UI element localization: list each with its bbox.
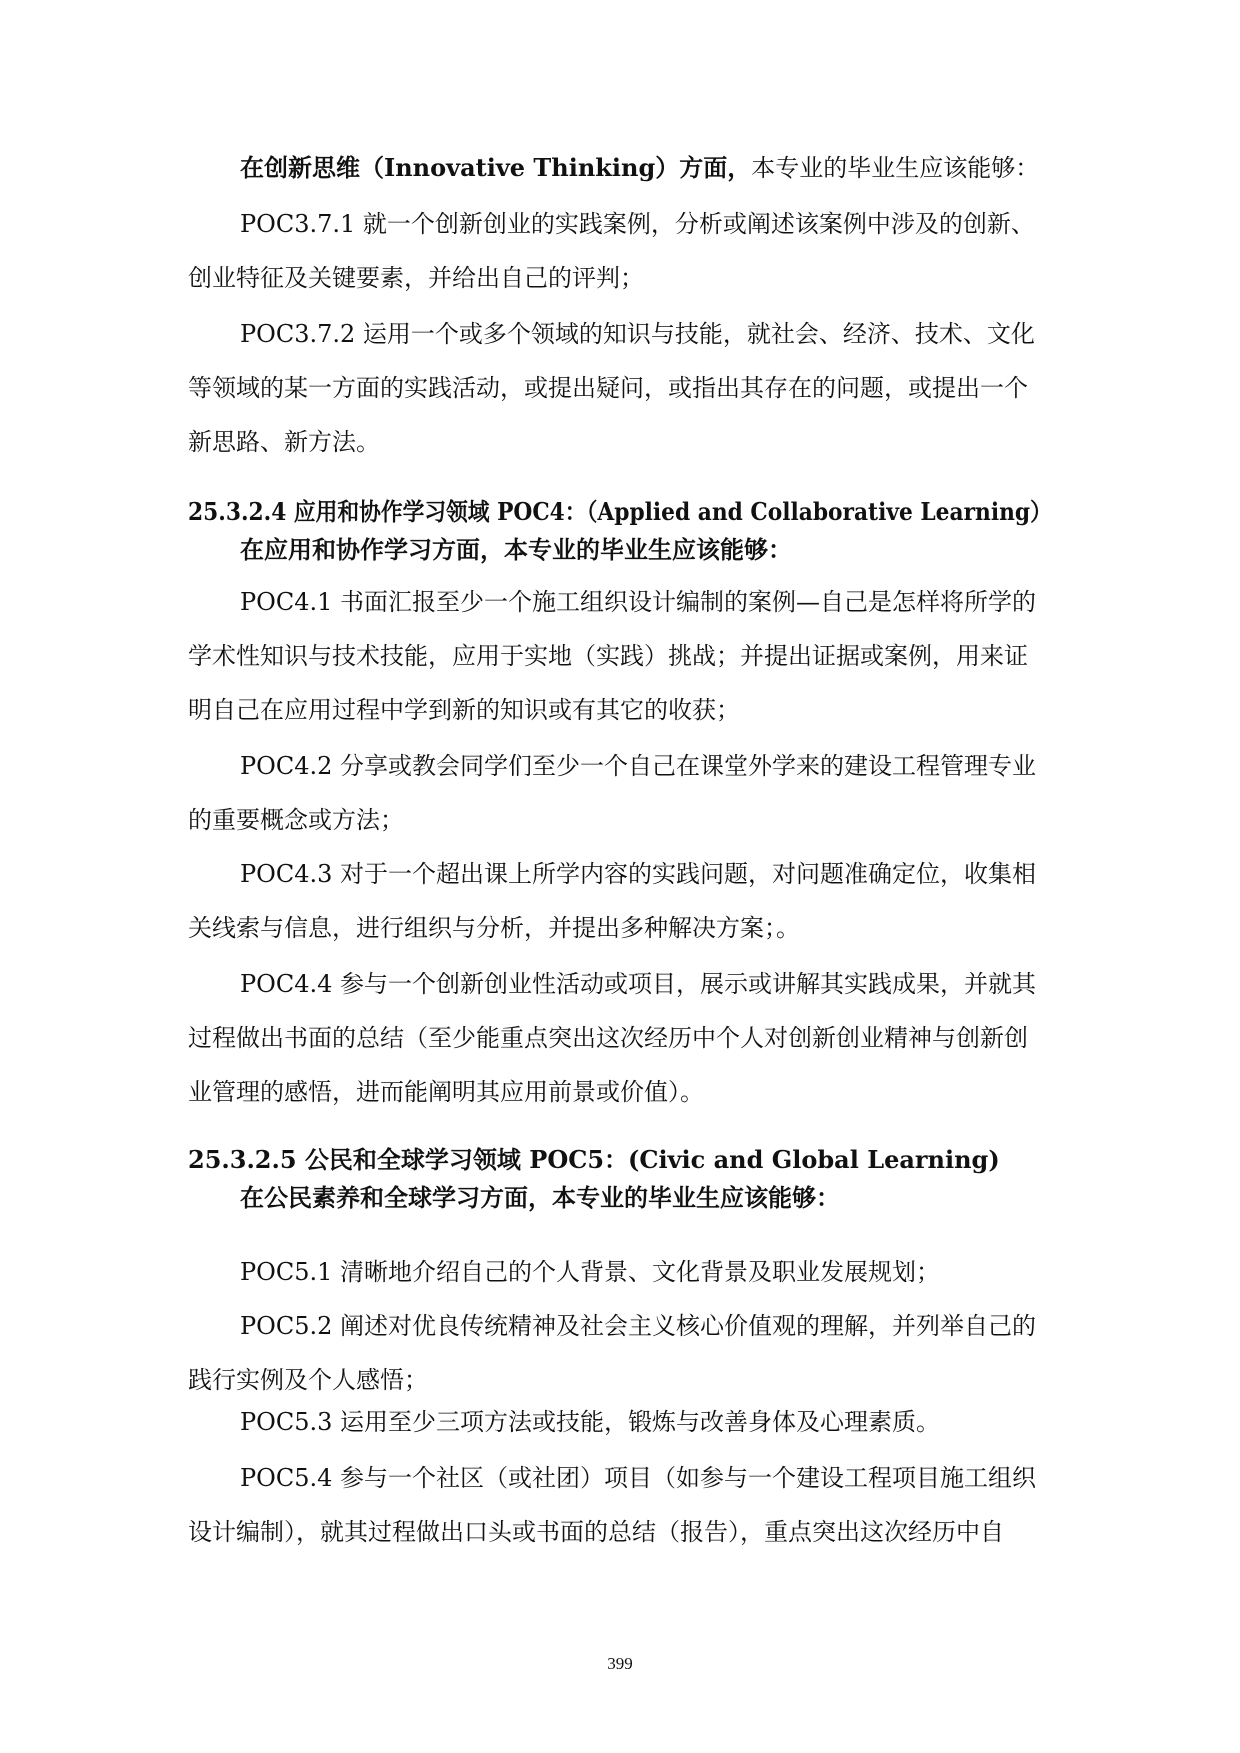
poc44-line3: 业管理的感悟，进而能阐明其应用前景或价值）。	[188, 1078, 704, 1106]
page-number: 399	[607, 1654, 633, 1673]
poc42-line2: 的重要概念或方法；	[188, 806, 404, 834]
poc52-line1: POC5.2 阐述对优良传统精神及社会主义核心价值观的理解，并列举自己的	[240, 1312, 1036, 1340]
poc372-line1: POC3.7.2 运用一个或多个领域的知识与技能，就社会、经济、技术、文化	[240, 320, 1035, 348]
poc54-line1: POC5.4 参与一个社区（或社团）项目（如参与一个建设工程项目施工组织	[240, 1464, 1036, 1492]
poc41-line1: POC4.1 书面汇报至少一个施工组织设计编制的案例—自己是怎样将所学的	[240, 588, 1036, 616]
poc41-line2: 学术性知识与技术技能，应用于实地（实践）挑战；并提出证据或案例，用来证	[188, 642, 1028, 670]
poc43-line1: POC4.3 对于一个超出课上所学内容的实践问题，对问题准确定位，收集相	[240, 860, 1036, 888]
poc51-line1: POC5.1 清晰地介绍自己的个人背景、文化背景及职业发展规划；	[240, 1258, 940, 1286]
poc41-line3: 明自己在应用过程中学到新的知识或有其它的收获；	[188, 696, 740, 724]
poc43-line2: 关线索与信息，进行组织与分析，并提出多种解决方案；。	[188, 914, 800, 942]
poc42-line1: POC4.2 分享或教会同学们至少一个自己在课堂外学来的建设工程管理专业	[240, 752, 1036, 780]
innovative-thinking-heading	[240, 152, 1039, 184]
poc5-section-title: 25.3.2.5 公民和全球学习领域 POC5：(Civic and Global Learning)	[188, 1145, 1000, 1174]
poc4-section-subtitle: 在应用和协作学习方面，本专业的毕业生应该能够：	[240, 535, 792, 564]
poc5-section-subtitle: 在公民素养和全球学习方面，本专业的毕业生应该能够：	[240, 1183, 840, 1212]
poc372-line2: 等领域的某一方面的实践活动，或提出疑问，或指出其存在的问题，或提出一个	[188, 374, 1028, 402]
poc371-line1: POC3.7.1 就一个创新创业的实践案例，分析或阐述该案例中涉及的创新、	[240, 210, 1035, 238]
innovative-thinking-heading-bold: 在创新思维（Innovative Thinking）方面，	[240, 153, 752, 182]
poc44-line1: POC4.4 参与一个创新创业性活动或项目，展示或讲解其实践成果，并就其	[240, 970, 1036, 998]
innovative-thinking-heading-rest: 本专业的毕业生应该能够：	[751, 154, 1040, 182]
poc53-line1: POC5.3 运用至少三项方法或技能，锻炼与改善身体及心理素质。	[240, 1408, 940, 1436]
poc44-line2: 过程做出书面的总结（至少能重点突出这次经历中个人对创新创业精神与创新创	[188, 1024, 1028, 1052]
poc371-line2: 创业特征及关键要素，并给出自己的评判；	[188, 264, 644, 292]
poc52-line2: 践行实例及个人感悟；	[188, 1366, 428, 1394]
poc372-line3: 新思路、新方法。	[188, 428, 380, 456]
poc4-section-title: 25.3.2.4 应用和协作学习领域 POC4：（Applied and Collaborative Learning）	[188, 497, 1052, 526]
poc54-line2: 设计编制），就其过程做出口头或书面的总结（报告），重点突出这次经历中自	[188, 1518, 1004, 1546]
